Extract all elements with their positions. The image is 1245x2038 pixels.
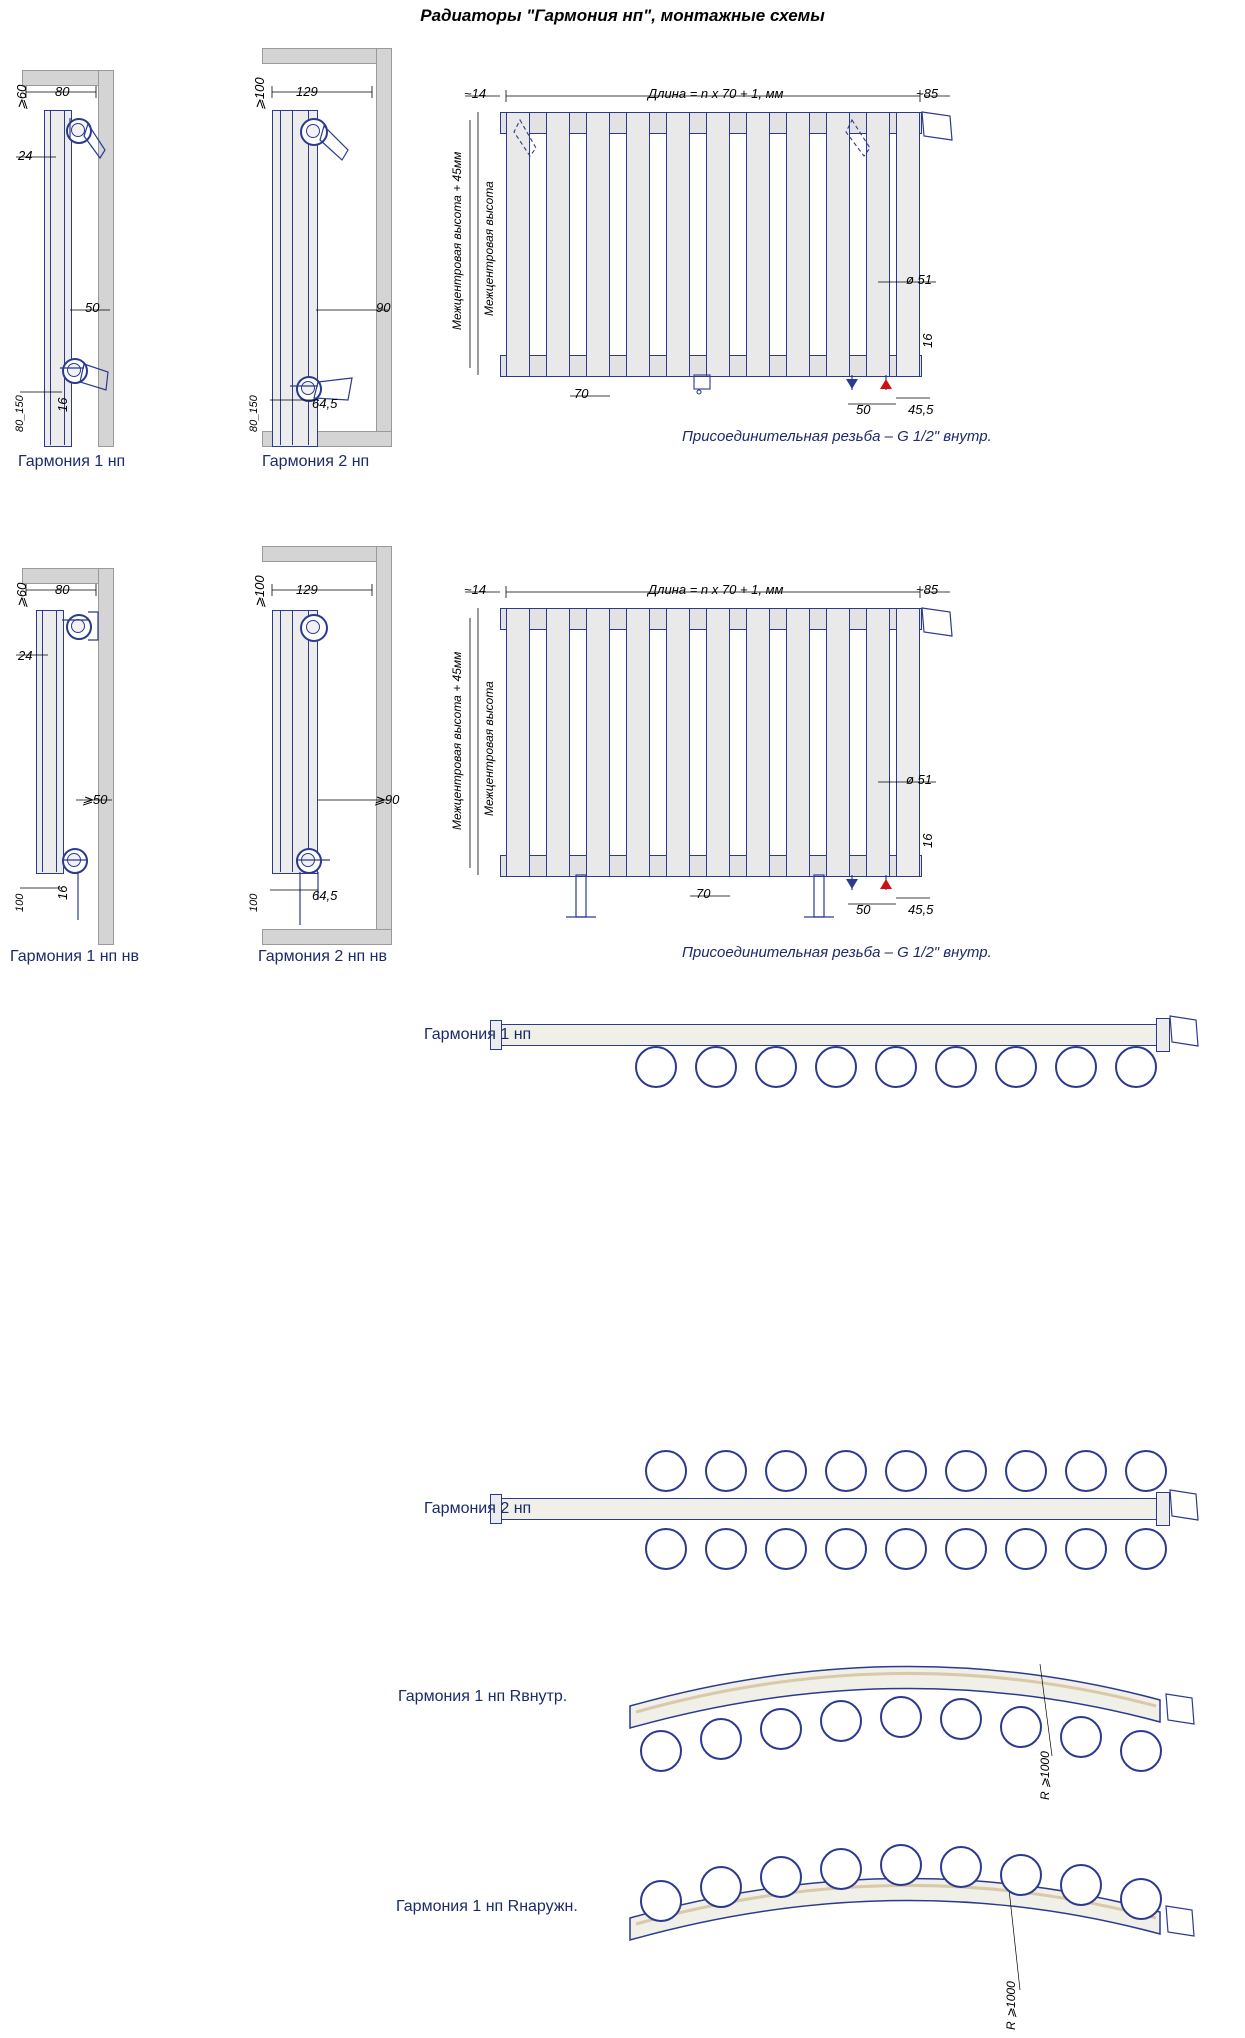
dim3-70-r2: 70: [696, 886, 711, 901]
dim-16-r2: 16: [55, 885, 70, 900]
dim3-70: 70: [574, 386, 589, 401]
dim2-80-150: 80_150: [248, 395, 260, 432]
dim3-45-5-r2: 45,5: [908, 902, 934, 917]
caption-plan-1: Гармония 1 нп: [424, 1026, 532, 1043]
dim-24: 24: [18, 148, 33, 163]
page-title: Радиаторы "Гармония нп", монтажные схемы: [420, 6, 825, 25]
dim3-16: 16: [920, 333, 935, 348]
caption-view2-r2: Гармония 2 нп нв: [258, 948, 387, 965]
caption-plan-4: Гармония 1 нп Rнаружн.: [396, 1898, 578, 1915]
dim3-14: ~14: [464, 86, 487, 101]
dim-24-r2: 24: [18, 648, 33, 663]
fin-ring-curved-out: [760, 1856, 802, 1898]
dim2-129-r2: 129: [296, 582, 318, 597]
dim-80-r2: 80: [55, 582, 70, 597]
dim3-85-r2: ~85: [916, 582, 939, 597]
dim-50-r2: ⩾50: [82, 792, 108, 807]
dim2-90: 90: [376, 300, 391, 315]
dim3-14-r2: ~14: [464, 582, 487, 597]
dim3-length: Длина = n x 70 + 1, мм: [648, 86, 784, 101]
caption-view2: Гармония 2 нп: [262, 453, 370, 470]
caption-view1-r2: Гармония 1 нп нв: [10, 948, 139, 965]
fin-ring-curved-out: [880, 1844, 922, 1886]
dim3-vlabel-1-r2: Межцентровая высота + 45мм: [450, 651, 464, 830]
dim3-51: ø 51: [906, 272, 933, 287]
dim-16: 16: [55, 397, 70, 412]
dim-80-150: 80_150: [14, 395, 26, 432]
dim3-vlabel-2: Межцентровая высота: [482, 181, 496, 316]
dim3-50-r2: 50: [856, 902, 871, 917]
dim2-64-5: 64,5: [312, 396, 338, 411]
dim3-45-5: 45,5: [908, 402, 934, 417]
dim-60: ⩾60: [14, 84, 29, 110]
dim2-100: ⩾100: [252, 77, 267, 110]
fin-ring-curved-out: [1120, 1878, 1162, 1920]
dim3-length-r2: Длина = n x 70 + 1, мм: [648, 582, 784, 597]
caption-plan-3: Гармония 1 нп Rвнутр.: [398, 1688, 568, 1705]
dim-100-r2: 100: [14, 893, 26, 912]
caption-thread-1: Присоединительная резьба – G 1/2" внутр.: [682, 428, 992, 445]
dim2-100-r2: ⩾100: [252, 575, 267, 608]
caption-view1: Гармония 1 нп: [18, 453, 126, 470]
dim2-129: 129: [296, 84, 318, 99]
dim3-16-r2: 16: [920, 833, 935, 848]
fin-ring-curved-out: [1060, 1864, 1102, 1906]
dim-50: 50: [85, 300, 100, 315]
dim3-50: 50: [856, 402, 871, 417]
dim3-vlabel-2-r2: Межцентровая высота: [482, 681, 496, 816]
fin-ring-curved-out: [1000, 1854, 1042, 1896]
radius-label-4: R ⩾1000: [1004, 1981, 1018, 2030]
dim3-51-r2: ø 51: [906, 772, 933, 787]
dim2-64-5-r2: 64,5: [312, 888, 338, 903]
fin-ring-curved-out: [820, 1848, 862, 1890]
caption-thread-2: Присоединительная резьба – G 1/2" внутр.: [682, 944, 992, 961]
caption-plan-2: Гармония 2 нп: [424, 1500, 532, 1517]
fin-ring-curved-out: [940, 1846, 982, 1888]
fin-ring-curved-out: [700, 1866, 742, 1908]
dim2-100b-r2: 100: [248, 893, 260, 912]
dim3-85: ~85: [916, 86, 939, 101]
dim-60-r2: ⩾60: [14, 582, 29, 608]
dim2-90-r2: ⩾90: [374, 792, 400, 807]
dim-80: 80: [55, 84, 70, 99]
radius-label-3: R ⩾1000: [1038, 1751, 1052, 1800]
dim3-vlabel-1: Межцентровая высота + 45мм: [450, 151, 464, 330]
fin-ring-curved-out: [640, 1880, 682, 1922]
